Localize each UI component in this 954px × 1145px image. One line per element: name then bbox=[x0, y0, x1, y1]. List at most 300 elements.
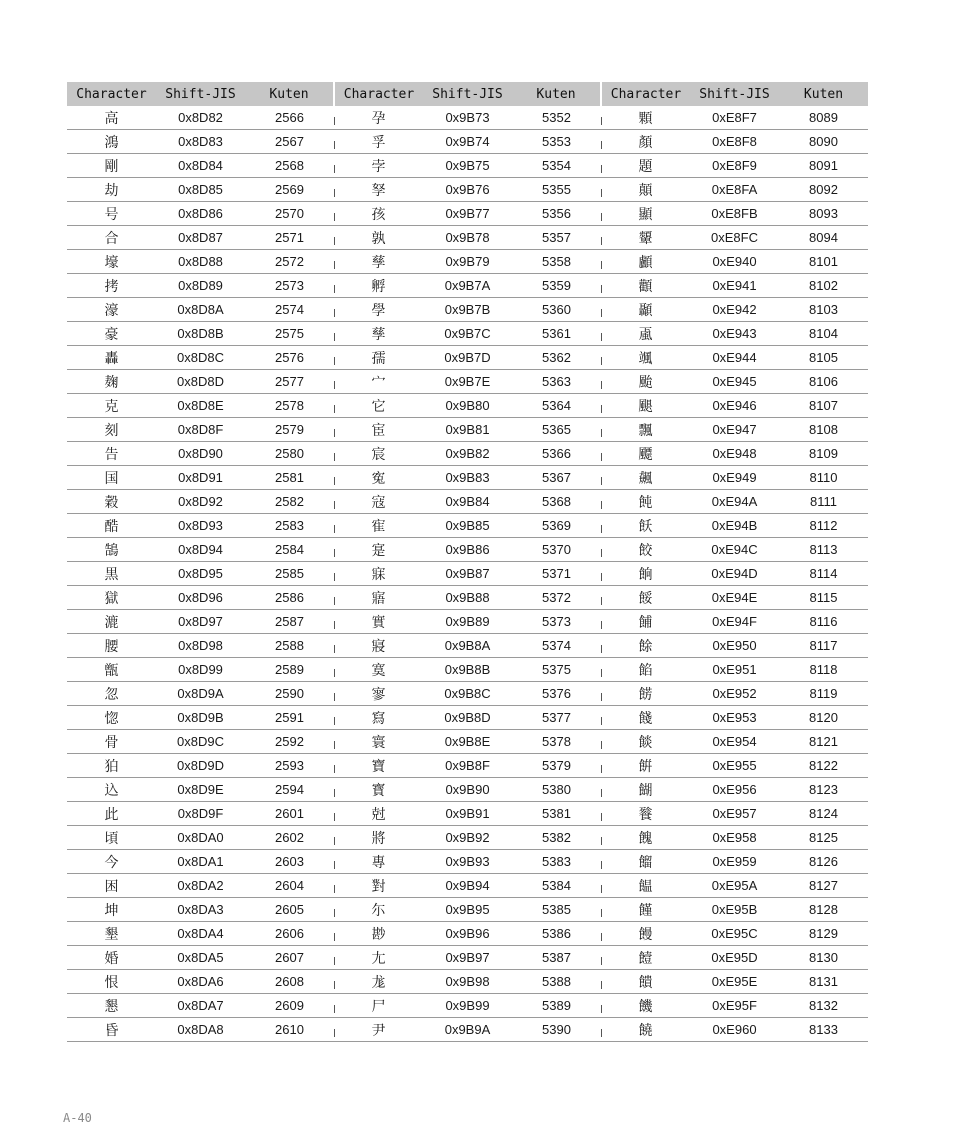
kuten-cell: 5371 bbox=[512, 562, 601, 586]
shift-jis-cell: 0x9B87 bbox=[423, 562, 512, 586]
shift-jis-cell: 0xE94D bbox=[690, 562, 779, 586]
table-row bbox=[67, 394, 868, 418]
character-cell: 孥 bbox=[334, 178, 423, 202]
shift-jis-cell: 0x9B77 bbox=[423, 202, 512, 226]
kuten-cell: 2582 bbox=[245, 490, 334, 514]
character-cell: 餃 bbox=[601, 538, 690, 562]
shift-jis-cell: 0x9B8D bbox=[423, 706, 512, 730]
kuten-cell: 5389 bbox=[512, 994, 601, 1018]
character-cell: 轟 bbox=[67, 346, 156, 370]
shift-jis-cell: 0xE956 bbox=[690, 778, 779, 802]
character-cell: 顴 bbox=[601, 274, 690, 298]
header-kuten: Kuten bbox=[779, 82, 868, 106]
character-cell: 寥 bbox=[334, 682, 423, 706]
kuten-cell: 5382 bbox=[512, 826, 601, 850]
kuten-cell: 5374 bbox=[512, 634, 601, 658]
header-character: Character bbox=[601, 82, 690, 106]
character-cell: 饑 bbox=[601, 994, 690, 1018]
character-cell: 饉 bbox=[601, 898, 690, 922]
table-row bbox=[67, 754, 868, 778]
table-row bbox=[67, 922, 868, 946]
character-cell: 饋 bbox=[601, 970, 690, 994]
character-cell: 饐 bbox=[601, 946, 690, 970]
shift-jis-cell: 0xE95B bbox=[690, 898, 779, 922]
kuten-cell: 2572 bbox=[245, 250, 334, 274]
character-cell: 昏 bbox=[67, 1018, 156, 1042]
kuten-cell: 5353 bbox=[512, 130, 601, 154]
shift-jis-cell: 0xE942 bbox=[690, 298, 779, 322]
shift-jis-cell: 0xE8F7 bbox=[690, 106, 779, 130]
character-cell: 它 bbox=[334, 394, 423, 418]
table-row bbox=[67, 706, 868, 730]
character-cell: 豪 bbox=[67, 322, 156, 346]
character-cell: 孕 bbox=[334, 106, 423, 130]
shift-jis-cell: 0x9B93 bbox=[423, 850, 512, 874]
character-cell: 顳 bbox=[601, 298, 690, 322]
kuten-cell: 8108 bbox=[779, 418, 868, 442]
kuten-cell: 5381 bbox=[512, 802, 601, 826]
kuten-cell: 2603 bbox=[245, 850, 334, 874]
kuten-cell: 2590 bbox=[245, 682, 334, 706]
header-shift-jis: Shift-JIS bbox=[423, 82, 512, 106]
character-cell: 腰 bbox=[67, 634, 156, 658]
table-row bbox=[67, 634, 868, 658]
kuten-cell: 8125 bbox=[779, 826, 868, 850]
character-cell: 顯 bbox=[601, 202, 690, 226]
kuten-cell: 2584 bbox=[245, 538, 334, 562]
kuten-cell: 2602 bbox=[245, 826, 334, 850]
character-cell: 饅 bbox=[601, 922, 690, 946]
shift-jis-cell: 0x9B7B bbox=[423, 298, 512, 322]
character-cell: 颶 bbox=[601, 394, 690, 418]
header-character: Character bbox=[334, 82, 423, 106]
kuten-cell: 2581 bbox=[245, 466, 334, 490]
kuten-cell: 5378 bbox=[512, 730, 601, 754]
kuten-cell: 2568 bbox=[245, 154, 334, 178]
kuten-cell: 8101 bbox=[779, 250, 868, 274]
character-cell: 餤 bbox=[601, 730, 690, 754]
character-cell: 寳 bbox=[334, 778, 423, 802]
shift-jis-cell: 0x8D9A bbox=[156, 682, 245, 706]
character-cell: 寫 bbox=[334, 706, 423, 730]
shift-jis-cell: 0x8D85 bbox=[156, 178, 245, 202]
character-cell: 剛 bbox=[67, 154, 156, 178]
character-cell: 餒 bbox=[601, 586, 690, 610]
kuten-cell: 8119 bbox=[779, 682, 868, 706]
kuten-cell: 5367 bbox=[512, 466, 601, 490]
character-cell: 宦 bbox=[334, 418, 423, 442]
table-row bbox=[67, 970, 868, 994]
character-cell: 婚 bbox=[67, 946, 156, 970]
character-cell: 刻 bbox=[67, 418, 156, 442]
shift-jis-cell: 0xE951 bbox=[690, 658, 779, 682]
header-shift-jis: Shift-JIS bbox=[156, 82, 245, 106]
shift-jis-cell: 0x9B74 bbox=[423, 130, 512, 154]
character-cell: 餘 bbox=[601, 634, 690, 658]
kuten-cell: 5354 bbox=[512, 154, 601, 178]
shift-jis-cell: 0x9B76 bbox=[423, 178, 512, 202]
character-cell: 国 bbox=[67, 466, 156, 490]
kuten-cell: 2579 bbox=[245, 418, 334, 442]
character-cell: 甑 bbox=[67, 658, 156, 682]
kuten-cell: 2567 bbox=[245, 130, 334, 154]
kuten-cell: 5386 bbox=[512, 922, 601, 946]
table-row bbox=[67, 874, 868, 898]
kuten-cell: 5361 bbox=[512, 322, 601, 346]
kuten-cell: 2589 bbox=[245, 658, 334, 682]
shift-jis-cell: 0x8D86 bbox=[156, 202, 245, 226]
character-cell: 尅 bbox=[334, 802, 423, 826]
table-row bbox=[67, 298, 868, 322]
kuten-cell: 8112 bbox=[779, 514, 868, 538]
kuten-cell: 8133 bbox=[779, 1018, 868, 1042]
kuten-cell: 8126 bbox=[779, 850, 868, 874]
character-cell: 寶 bbox=[334, 754, 423, 778]
character-cell: 餝 bbox=[601, 682, 690, 706]
character-cell: 餡 bbox=[601, 658, 690, 682]
character-cell: 漉 bbox=[67, 610, 156, 634]
character-cell: 餾 bbox=[601, 850, 690, 874]
table-row bbox=[67, 850, 868, 874]
shift-jis-cell: 0x9B8C bbox=[423, 682, 512, 706]
shift-jis-cell: 0x8DA4 bbox=[156, 922, 245, 946]
character-cell: 懇 bbox=[67, 994, 156, 1018]
character-cell: 獄 bbox=[67, 586, 156, 610]
shift-jis-cell: 0xE95F bbox=[690, 994, 779, 1018]
kuten-cell: 5380 bbox=[512, 778, 601, 802]
table-row bbox=[67, 442, 868, 466]
character-cell: 尠 bbox=[334, 922, 423, 946]
character-cell: 込 bbox=[67, 778, 156, 802]
character-cell: 寰 bbox=[334, 730, 423, 754]
kuten-cell: 5372 bbox=[512, 586, 601, 610]
kuten-cell: 8105 bbox=[779, 346, 868, 370]
character-cell: 告 bbox=[67, 442, 156, 466]
kuten-cell: 2608 bbox=[245, 970, 334, 994]
table-row bbox=[67, 658, 868, 682]
kuten-cell: 8103 bbox=[779, 298, 868, 322]
table-row bbox=[67, 274, 868, 298]
header-row bbox=[67, 82, 868, 106]
kuten-cell: 5379 bbox=[512, 754, 601, 778]
kuten-cell: 5383 bbox=[512, 850, 601, 874]
character-cell: 專 bbox=[334, 850, 423, 874]
character-cell: 今 bbox=[67, 850, 156, 874]
shift-jis-cell: 0x8D87 bbox=[156, 226, 245, 250]
shift-jis-cell: 0xE94C bbox=[690, 538, 779, 562]
shift-jis-cell: 0xE940 bbox=[690, 250, 779, 274]
character-cell: 忽 bbox=[67, 682, 156, 706]
header-character: Character bbox=[67, 82, 156, 106]
table-row bbox=[67, 226, 868, 250]
character-cell: 寔 bbox=[334, 538, 423, 562]
character-cell: 對 bbox=[334, 874, 423, 898]
character-cell: 寐 bbox=[334, 562, 423, 586]
shift-jis-cell: 0x8D83 bbox=[156, 130, 245, 154]
shift-jis-cell: 0xE955 bbox=[690, 754, 779, 778]
kuten-cell: 8109 bbox=[779, 442, 868, 466]
shift-jis-cell: 0x8D9F bbox=[156, 802, 245, 826]
kuten-cell: 2605 bbox=[245, 898, 334, 922]
shift-jis-cell: 0xE949 bbox=[690, 466, 779, 490]
character-cell: 尸 bbox=[334, 994, 423, 1018]
kuten-cell: 2578 bbox=[245, 394, 334, 418]
kuten-cell: 8120 bbox=[779, 706, 868, 730]
shift-jis-cell: 0x9B94 bbox=[423, 874, 512, 898]
kuten-cell: 8090 bbox=[779, 130, 868, 154]
shift-jis-cell: 0x8D99 bbox=[156, 658, 245, 682]
character-cell: 拷 bbox=[67, 274, 156, 298]
shift-jis-cell: 0xE944 bbox=[690, 346, 779, 370]
shift-jis-cell: 0xE946 bbox=[690, 394, 779, 418]
character-cell: 尢 bbox=[334, 946, 423, 970]
character-cell: 黒 bbox=[67, 562, 156, 586]
shift-jis-cell: 0x8DA5 bbox=[156, 946, 245, 970]
shift-jis-cell: 0x8D82 bbox=[156, 106, 245, 130]
character-cell: 宸 bbox=[334, 442, 423, 466]
shift-jis-cell: 0x9B97 bbox=[423, 946, 512, 970]
table-row bbox=[67, 538, 868, 562]
kuten-cell: 2571 bbox=[245, 226, 334, 250]
kuten-cell: 8122 bbox=[779, 754, 868, 778]
kuten-cell: 5370 bbox=[512, 538, 601, 562]
table-body bbox=[67, 106, 868, 1042]
table-row bbox=[67, 778, 868, 802]
page-number: A-40 bbox=[63, 1111, 92, 1125]
character-cell: 劫 bbox=[67, 178, 156, 202]
shift-jis-cell: 0x9B81 bbox=[423, 418, 512, 442]
character-cell: 孛 bbox=[334, 154, 423, 178]
character-cell: 合 bbox=[67, 226, 156, 250]
kuten-cell: 8130 bbox=[779, 946, 868, 970]
table-row bbox=[67, 202, 868, 226]
shift-jis-cell: 0x8D8F bbox=[156, 418, 245, 442]
kuten-cell: 5373 bbox=[512, 610, 601, 634]
character-cell: 高 bbox=[67, 106, 156, 130]
shift-jis-cell: 0x9B85 bbox=[423, 514, 512, 538]
character-cell: 顆 bbox=[601, 106, 690, 130]
kuten-cell: 2566 bbox=[245, 106, 334, 130]
character-cell: 顰 bbox=[601, 226, 690, 250]
shift-jis-cell: 0xE943 bbox=[690, 322, 779, 346]
kuten-cell: 2604 bbox=[245, 874, 334, 898]
table-row bbox=[67, 586, 868, 610]
kuten-cell: 5356 bbox=[512, 202, 601, 226]
shift-jis-cell: 0x9B8F bbox=[423, 754, 512, 778]
kuten-cell: 2585 bbox=[245, 562, 334, 586]
shift-jis-cell: 0x8D94 bbox=[156, 538, 245, 562]
shift-jis-cell: 0x9B86 bbox=[423, 538, 512, 562]
shift-jis-cell: 0x9B82 bbox=[423, 442, 512, 466]
table-row bbox=[67, 346, 868, 370]
shift-jis-cell: 0x8D97 bbox=[156, 610, 245, 634]
shift-jis-cell: 0xE958 bbox=[690, 826, 779, 850]
shift-jis-cell: 0xE960 bbox=[690, 1018, 779, 1042]
shift-jis-cell: 0xE959 bbox=[690, 850, 779, 874]
shift-jis-cell: 0x8D8C bbox=[156, 346, 245, 370]
character-cell: 孵 bbox=[334, 274, 423, 298]
shift-jis-cell: 0x8D8B bbox=[156, 322, 245, 346]
shift-jis-cell: 0xE95D bbox=[690, 946, 779, 970]
table-row bbox=[67, 1018, 868, 1042]
kuten-cell: 8132 bbox=[779, 994, 868, 1018]
kuten-cell: 5384 bbox=[512, 874, 601, 898]
character-cell: 寢 bbox=[334, 634, 423, 658]
kuten-cell: 2570 bbox=[245, 202, 334, 226]
kuten-cell: 5377 bbox=[512, 706, 601, 730]
shift-jis-cell: 0xE952 bbox=[690, 682, 779, 706]
table-row bbox=[67, 682, 868, 706]
shift-jis-cell: 0xE947 bbox=[690, 418, 779, 442]
shift-jis-cell: 0x9B79 bbox=[423, 250, 512, 274]
character-cell: 壕 bbox=[67, 250, 156, 274]
kuten-cell: 8111 bbox=[779, 490, 868, 514]
kuten-cell: 5387 bbox=[512, 946, 601, 970]
kuten-cell: 8131 bbox=[779, 970, 868, 994]
character-cell: 坤 bbox=[67, 898, 156, 922]
table-row bbox=[67, 610, 868, 634]
kuten-cell: 8110 bbox=[779, 466, 868, 490]
kuten-cell: 5355 bbox=[512, 178, 601, 202]
shift-jis-cell: 0xE94E bbox=[690, 586, 779, 610]
kuten-cell: 5385 bbox=[512, 898, 601, 922]
shift-jis-cell: 0xE957 bbox=[690, 802, 779, 826]
shift-jis-cell: 0xE953 bbox=[690, 706, 779, 730]
shift-jis-cell: 0x9B7A bbox=[423, 274, 512, 298]
kuten-cell: 5358 bbox=[512, 250, 601, 274]
kuten-cell: 5375 bbox=[512, 658, 601, 682]
kuten-cell: 2588 bbox=[245, 634, 334, 658]
kuten-cell: 5357 bbox=[512, 226, 601, 250]
kuten-cell: 2601 bbox=[245, 802, 334, 826]
kuten-cell: 5376 bbox=[512, 682, 601, 706]
character-cell: 餞 bbox=[601, 706, 690, 730]
kuten-cell: 2606 bbox=[245, 922, 334, 946]
shift-jis-cell: 0x8D9E bbox=[156, 778, 245, 802]
kuten-cell: 8121 bbox=[779, 730, 868, 754]
shift-jis-cell: 0x8DA0 bbox=[156, 826, 245, 850]
shift-jis-cell: 0x9B8A bbox=[423, 634, 512, 658]
character-cell: 狛 bbox=[67, 754, 156, 778]
kuten-cell: 2586 bbox=[245, 586, 334, 610]
shift-jis-cell: 0x8DA6 bbox=[156, 970, 245, 994]
character-cell: 饂 bbox=[601, 874, 690, 898]
kuten-cell: 2573 bbox=[245, 274, 334, 298]
kuten-cell: 2607 bbox=[245, 946, 334, 970]
kuten-cell: 2583 bbox=[245, 514, 334, 538]
shift-jis-cell: 0x9B90 bbox=[423, 778, 512, 802]
shift-jis-cell: 0xE94A bbox=[690, 490, 779, 514]
header-kuten: Kuten bbox=[512, 82, 601, 106]
character-cell: 尨 bbox=[334, 970, 423, 994]
shift-jis-cell: 0x9B91 bbox=[423, 802, 512, 826]
character-cell: 号 bbox=[67, 202, 156, 226]
kuten-cell: 5364 bbox=[512, 394, 601, 418]
shift-jis-cell: 0x9B88 bbox=[423, 586, 512, 610]
character-cell: 學 bbox=[334, 298, 423, 322]
kuten-cell: 2575 bbox=[245, 322, 334, 346]
shift-jis-cell: 0x8D8E bbox=[156, 394, 245, 418]
character-cell: 飫 bbox=[601, 514, 690, 538]
character-cell: 餽 bbox=[601, 826, 690, 850]
kuten-cell: 2592 bbox=[245, 730, 334, 754]
table-row bbox=[67, 154, 868, 178]
table-row bbox=[67, 466, 868, 490]
character-cell: 克 bbox=[67, 394, 156, 418]
kuten-cell: 2569 bbox=[245, 178, 334, 202]
table-row bbox=[67, 250, 868, 274]
shift-jis-cell: 0x9B7C bbox=[423, 322, 512, 346]
kuten-cell: 5352 bbox=[512, 106, 601, 130]
character-cell: 頃 bbox=[67, 826, 156, 850]
kuten-cell: 8106 bbox=[779, 370, 868, 394]
kuten-cell: 5363 bbox=[512, 370, 601, 394]
character-cell: 餮 bbox=[601, 802, 690, 826]
shift-jis-cell: 0xE95A bbox=[690, 874, 779, 898]
shift-jis-cell: 0x8D8D bbox=[156, 370, 245, 394]
kuten-cell: 8102 bbox=[779, 274, 868, 298]
shift-jis-cell: 0x9B95 bbox=[423, 898, 512, 922]
shift-jis-cell: 0x8D8A bbox=[156, 298, 245, 322]
shift-jis-cell: 0xE948 bbox=[690, 442, 779, 466]
shift-jis-cell: 0xE941 bbox=[690, 274, 779, 298]
character-cell: 孺 bbox=[334, 346, 423, 370]
character-cell: 寤 bbox=[334, 586, 423, 610]
shift-jis-cell: 0x9B7D bbox=[423, 346, 512, 370]
shift-jis-cell: 0x8DA7 bbox=[156, 994, 245, 1018]
kuten-cell: 2609 bbox=[245, 994, 334, 1018]
character-cell: 颯 bbox=[601, 346, 690, 370]
table-row bbox=[67, 946, 868, 970]
shift-jis-cell: 0x8D84 bbox=[156, 154, 245, 178]
shift-jis-cell: 0x8DA3 bbox=[156, 898, 245, 922]
character-cell: 颪 bbox=[601, 322, 690, 346]
character-cell: 鴻 bbox=[67, 130, 156, 154]
kuten-cell: 2591 bbox=[245, 706, 334, 730]
character-cell: 骨 bbox=[67, 730, 156, 754]
shift-jis-cell: 0x9B84 bbox=[423, 490, 512, 514]
character-cell: 餔 bbox=[601, 610, 690, 634]
shift-jis-cell: 0xE8F8 bbox=[690, 130, 779, 154]
kuten-cell: 8115 bbox=[779, 586, 868, 610]
shift-jis-cell: 0x8D9D bbox=[156, 754, 245, 778]
shift-jis-cell: 0x9B78 bbox=[423, 226, 512, 250]
table-row bbox=[67, 562, 868, 586]
character-cell: 飄 bbox=[601, 418, 690, 442]
shift-jis-cell: 0x8DA8 bbox=[156, 1018, 245, 1042]
kuten-cell: 2576 bbox=[245, 346, 334, 370]
character-cell: 孳 bbox=[334, 322, 423, 346]
shift-jis-cell: 0x9B99 bbox=[423, 994, 512, 1018]
character-cell: 顏 bbox=[601, 130, 690, 154]
character-cell: 飃 bbox=[601, 442, 690, 466]
shift-jis-cell: 0xE945 bbox=[690, 370, 779, 394]
character-cell: 饒 bbox=[601, 1018, 690, 1042]
character-cell: 將 bbox=[334, 826, 423, 850]
kuten-cell: 8092 bbox=[779, 178, 868, 202]
kuten-cell: 5362 bbox=[512, 346, 601, 370]
kuten-cell: 5390 bbox=[512, 1018, 601, 1042]
shift-jis-cell: 0x9B75 bbox=[423, 154, 512, 178]
kuten-cell: 8093 bbox=[779, 202, 868, 226]
table-row bbox=[67, 106, 868, 130]
character-cell: 孰 bbox=[334, 226, 423, 250]
shift-jis-cell: 0x8D89 bbox=[156, 274, 245, 298]
kuten-cell: 8124 bbox=[779, 802, 868, 826]
kuten-cell: 8117 bbox=[779, 634, 868, 658]
character-cell: 穀 bbox=[67, 490, 156, 514]
header-kuten: Kuten bbox=[245, 82, 334, 106]
